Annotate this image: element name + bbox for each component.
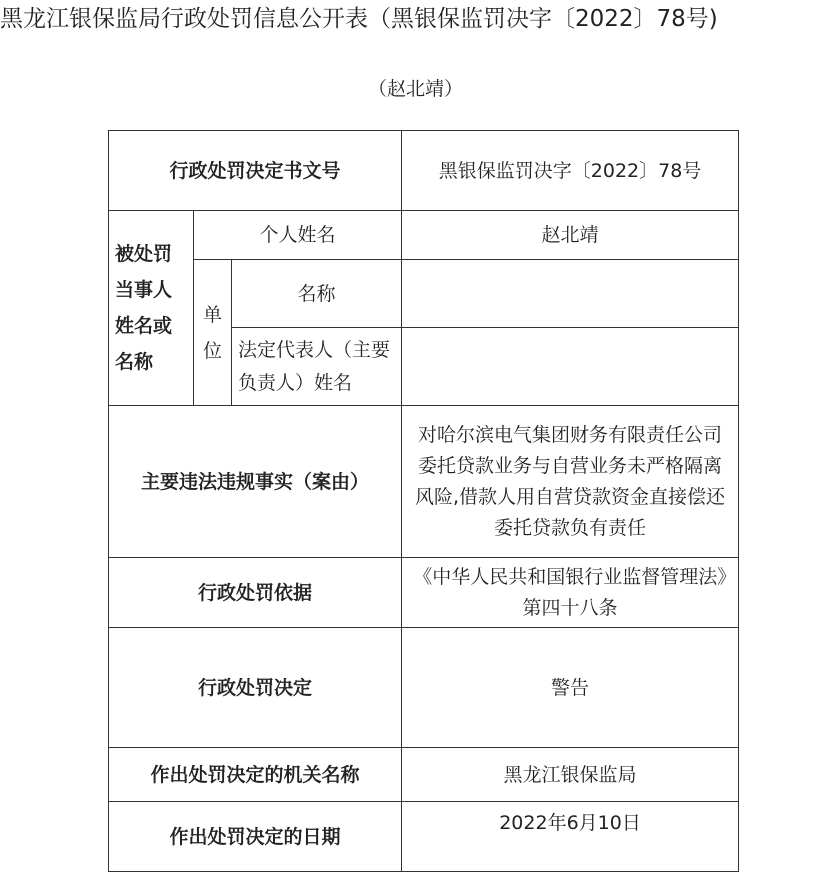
legal-rep-label: 法定代表人（主要负责人）姓名: [232, 328, 402, 406]
decision-label: 行政处罚决定: [109, 628, 402, 748]
table-row: [109, 131, 739, 211]
unit-label: 单位: [194, 260, 232, 406]
table-row: [109, 628, 739, 748]
legal-rep-value: [402, 328, 739, 406]
date-value: 2022年6月10日: [402, 802, 739, 872]
penalty-info-table: [108, 130, 739, 872]
table-row: [109, 211, 739, 260]
authority-label: 作出处罚决定的机关名称: [109, 748, 402, 802]
basis-value: 《中华人民共和国银行业监督管理法》第四十八条: [402, 558, 739, 628]
decision-number-label: 行政处罚决定书文号: [109, 131, 402, 211]
page-subtitle: （赵北靖）: [367, 78, 463, 100]
table-row: [109, 558, 739, 628]
table-row: [109, 802, 739, 872]
decision-value: 警告: [402, 628, 739, 748]
basis-label: 行政处罚依据: [109, 558, 402, 628]
person-name-label: 个人姓名: [194, 211, 402, 260]
facts-value: 对哈尔滨电气集团财务有限责任公司委托贷款业务与自营业务未严格隔离风险,借款人用自营贷款资金直接偿还委托贷款负有责任: [402, 406, 739, 558]
party-label: 被处罚当事人姓名或名称: [109, 211, 194, 406]
table-row: [109, 260, 739, 328]
unit-name-value: [402, 260, 739, 328]
decision-number-value: 黑银保监罚决字〔2022〕78号: [402, 131, 739, 211]
table-row: [109, 748, 739, 802]
person-name-value: 赵北靖: [402, 211, 739, 260]
facts-label: 主要违法违规事实（案由）: [109, 406, 402, 558]
authority-value: 黑龙江银保监局: [402, 748, 739, 802]
date-label: 作出处罚决定的日期: [109, 802, 402, 872]
unit-name-label: 名称: [232, 260, 402, 328]
table-row: [109, 406, 739, 558]
page-title: 黑龙江银保监局行政处罚信息公开表（黑银保监罚决字〔2022〕78号): [0, 6, 718, 32]
